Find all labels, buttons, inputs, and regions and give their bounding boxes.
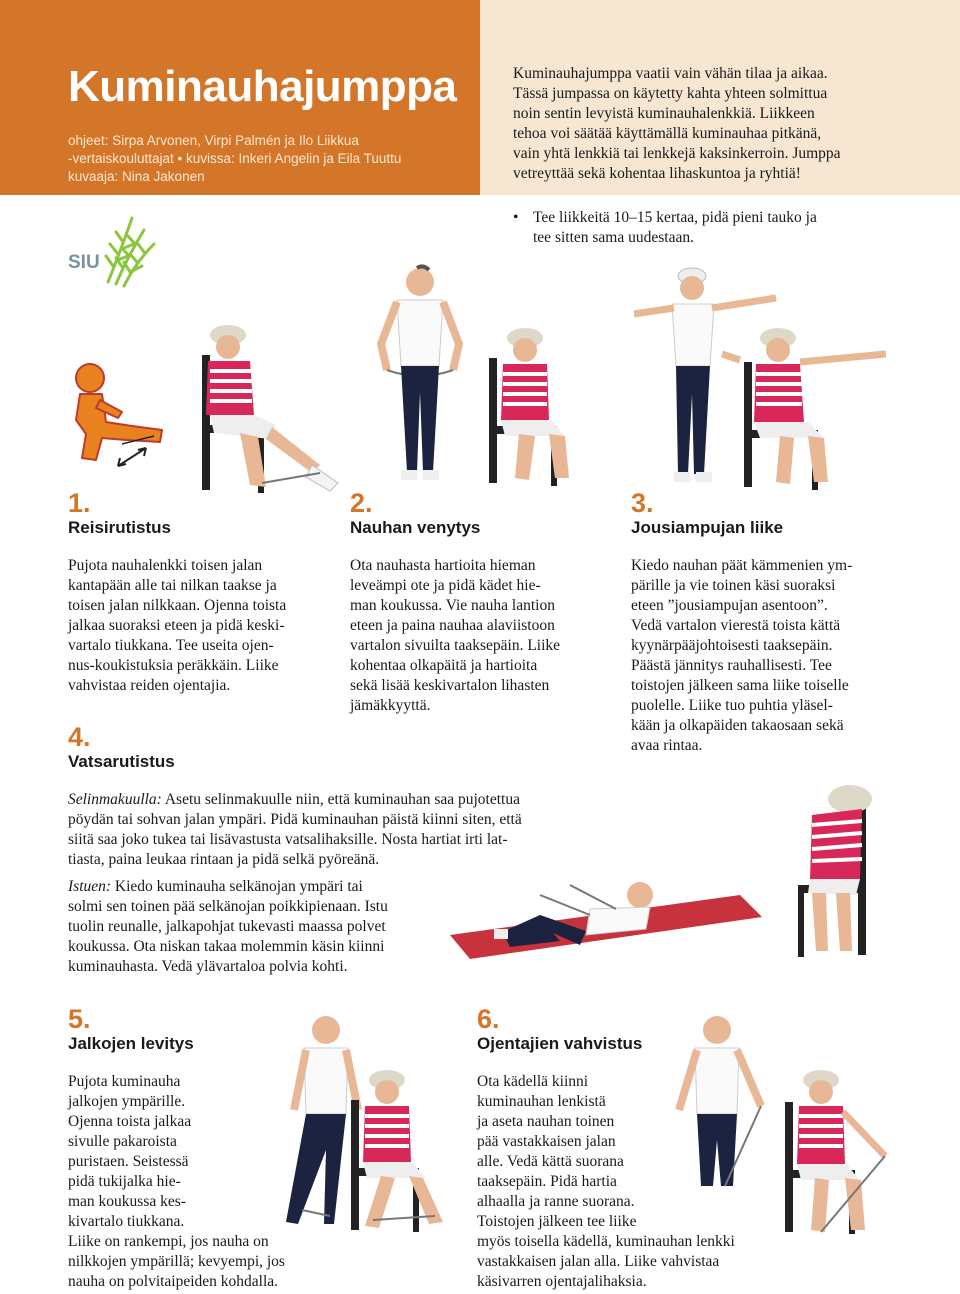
text-line: ja aseta nauhan toinen <box>477 1113 615 1130</box>
tip-line: tee sitten sama uudestaan. <box>533 229 694 246</box>
text-line: vartalon sivuilta taaksepäin. Liike <box>350 637 561 654</box>
text-line: pää vastakkaisen jalan <box>477 1133 616 1150</box>
text-line: kantapään alle tai nilkan taakse ja <box>68 577 277 594</box>
text-line: siitä saa joko tukea tai lisävastusta vatsalihaksille. Nosta hartiat irti lat- <box>68 831 508 848</box>
intro-line: vain yhtä lenkkiä tai lenkkejä kaksinkerroin. Jumppa <box>513 145 841 162</box>
text-line: puolelle. Liike tuo puhtia yläsel- <box>631 697 833 714</box>
text-line: man koukussa kes- <box>68 1193 186 1210</box>
text-line: jämäkkyyttä. <box>350 697 431 714</box>
text-line: tuolin reunalle, jalkapohjat tukevasti maassa polvet <box>68 918 386 935</box>
credits <box>68 132 468 186</box>
intro-line: tehoa voi säätää käyttämällä kuminauhaa pitkänä, <box>513 125 822 142</box>
text-line <box>68 790 608 810</box>
text-line: jalkojen ympärille. <box>68 1093 186 1110</box>
tip-line: Tee liikkeitä 10–15 kertaa, pidä pieni tauko ja <box>533 209 817 226</box>
text-line: Vedä vartalon vierestä toista kättä <box>631 617 841 634</box>
exercise-1-photo <box>180 315 350 500</box>
text-line: pöydän tai sohvan jalan ympäri. Pidä kuminauhan päistä kiinni siten, että <box>68 811 522 828</box>
text-line: jalkaa suoraksi eteen ja pidä keski- <box>68 617 285 634</box>
text-line: eteen ”jousiampujan asentoon”. <box>631 597 828 614</box>
text-line: myös toisella kädellä, kuminauhan lenkki <box>477 1233 735 1250</box>
exercise-number: 1. <box>68 488 91 518</box>
text-segment: Kiedo kuminauha selkänojan ympäri tai <box>111 878 363 895</box>
text-line: solmi sen toinen pää selkänojan poikkipienaan. Istu <box>68 898 388 915</box>
text-line: Liike on rankempi, jos nauha on <box>68 1233 269 1250</box>
credits-line: ohjeet: Sirpa Arvonen, Virpi Palmén ja Ilo Liikkua <box>68 133 359 148</box>
exercise-number: 3. <box>631 488 654 518</box>
exercise-number: 5. <box>68 1004 91 1034</box>
text-line: eteen ja paina nauhaa alaviistoon <box>350 617 555 634</box>
exercise-4-seated-photo <box>780 775 900 965</box>
intro-line: noin sentin levyistä kuminauhalenkkiä. Liikkeen <box>513 105 815 122</box>
position-lead: Istuen: <box>68 878 112 895</box>
exercise-1-text <box>68 556 348 696</box>
text-line: käsivarren ojentajalihaksia. <box>477 1273 647 1290</box>
text-line: toisen jalan nilkkaan. Ojenna toista <box>68 597 287 614</box>
exercise-2-text <box>350 556 620 716</box>
text-line: kuminauhan lenkistä <box>477 1093 606 1110</box>
text-line <box>68 877 448 897</box>
logo-text: SIU <box>68 252 100 273</box>
exercise-4-lying-photo <box>440 855 770 965</box>
text-line: sekä lisää keskivartalon lihasten <box>350 677 550 694</box>
text-line: avaa rintaa. <box>631 737 703 754</box>
text-line: pärille ja vie toinen käsi suoraksi <box>631 577 836 594</box>
text-line: sivulle pakaroista <box>68 1133 177 1150</box>
bullet-icon: • <box>513 209 519 226</box>
credits-line: -vertaiskouluttajat • kuvissa: Inkeri Angelin ja Eila Tuuttu <box>68 151 402 166</box>
text-line: Pujota kuminauha <box>68 1073 181 1090</box>
exercise-title: Ojentajien vahvistus <box>477 1034 643 1053</box>
text-line: kivartalo tiukkana. <box>68 1213 185 1230</box>
exercise-title: Jousiampujan liike <box>631 518 784 537</box>
text-line: kyynärpääjohtoisesti taaksepäin. <box>631 637 833 654</box>
text-line: kuminauhasta. Vedä ylävartaloa polvia kohti. <box>68 958 348 975</box>
text-line: Ota nauhasta hartioita hieman <box>350 557 536 574</box>
intro-text <box>513 64 933 184</box>
text-line: Ojenna toista jalkaa <box>68 1113 192 1130</box>
exercise-title: Jalkojen levitys <box>68 1034 194 1053</box>
exercise-title: Nauhan venytys <box>350 518 481 537</box>
text-line: nilkkojen ympärillä; kevyempi, jos <box>68 1253 285 1270</box>
text-line: kään ja olkapäiden takaosaan sekä <box>631 717 844 734</box>
text-line: puristaen. Seistessä <box>68 1153 189 1170</box>
text-line: vartalo tiukkana. Tee useita ojen- <box>68 637 274 654</box>
exercise-number: 4. <box>68 722 91 752</box>
text-line: kohentaa olkapäitä ja hartioita <box>350 657 538 674</box>
intro-line: Tässä jumpassa on käytetty kahta yhteen solmittua <box>513 85 828 102</box>
intro-line: vetreyttää sekä kohentaa lihaskuntoa ja ryhtiä! <box>513 165 801 182</box>
text-line: man koukussa. Vie nauha lantion <box>350 597 555 614</box>
text-line: tiasta, paina leukaa rintaan ja pidä selkä pyöreänä. <box>68 851 380 868</box>
text-line: Ota kädellä kiinni <box>477 1073 589 1090</box>
text-line: taaksepäin. Pidä hartia <box>477 1173 617 1190</box>
text-line: nus-koukistuksia peräkkäin. Liike <box>68 657 279 674</box>
text-line: toistojen jälkeen sama liike toiselle <box>631 677 849 694</box>
exercise-number: 6. <box>477 1004 500 1034</box>
siu-logo-icon <box>66 210 166 290</box>
text-segment: Asetu selinmakuulle niin, että kuminauhan saa pujotettua <box>161 791 520 808</box>
text-line: nauha on polvitaipeiden kohdalla. <box>68 1273 279 1290</box>
header-banner <box>0 0 480 195</box>
exercise-4-seated-text <box>68 877 448 977</box>
exercise-4-lying-text <box>68 790 608 870</box>
exercise-5-seated-photo <box>325 1060 455 1240</box>
text-line: vastakkaisen jalan alla. Liike vahvistaa <box>477 1253 720 1270</box>
text-line: alhaalla ja ranne suorana. <box>477 1193 635 1210</box>
exercise-number: 2. <box>350 488 373 518</box>
text-line: Pujota nauhalenkki toisen jalan <box>68 557 263 574</box>
credits-line: kuvaaja: Nina Jakonen <box>68 169 205 184</box>
page-title: Kuminauhajumppa <box>68 62 457 111</box>
text-line: vahvistaa reiden ojentajia. <box>68 677 231 694</box>
exercise-title: Reisirutistus <box>68 518 171 537</box>
exercise-3-seated-photo <box>720 318 890 493</box>
exercise-6-seated-photo <box>755 1060 905 1245</box>
text-line: leveämpi ote ja pidä kädet hie- <box>350 577 541 594</box>
text-line: Toistojen jälkeen tee liike <box>477 1213 637 1230</box>
text-line: koukussa. Ota niskan takaa molemmin käsin kiinni <box>68 938 385 955</box>
text-line: alle. Vedä kättä suorana <box>477 1153 624 1170</box>
double-arrow-icon <box>112 442 152 472</box>
text-line: Kiedo nauhan päät kämmenien ym- <box>631 557 853 574</box>
text-line: pidä tukijalka hie- <box>68 1173 181 1190</box>
exercise-3-text <box>631 556 931 756</box>
intro-line: Kuminauhajumppa vaatii vain vähän tilaa ja aikaa. <box>513 65 828 82</box>
text-line: Päästä jännitys rauhallisesti. Tee <box>631 657 832 674</box>
repetition-tip <box>513 208 913 248</box>
exercise-2-seated-photo <box>455 318 595 488</box>
position-lead: Selinmakuulla: <box>68 791 162 808</box>
exercise-title: Vatsarutistus <box>68 752 175 771</box>
